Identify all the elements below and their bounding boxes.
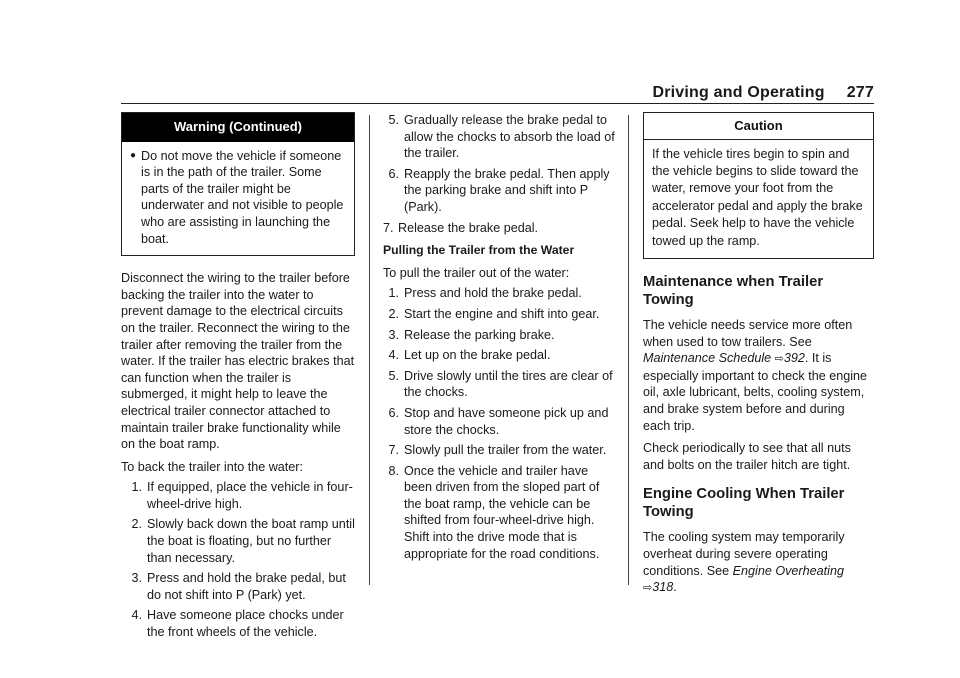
back-trailer-steps xyxy=(121,479,355,640)
cross-reference-link[interactable]: Maintenance Schedule xyxy=(643,351,772,366)
column-divider xyxy=(628,115,629,585)
column-2 xyxy=(383,112,615,566)
list-item: 2. Start the engine and shift into gear. xyxy=(388,306,600,321)
page-reference-icon: ⇨ xyxy=(774,353,784,366)
bullet-icon: ● xyxy=(130,149,137,161)
caution-title: Caution xyxy=(644,113,873,140)
warning-bullet xyxy=(130,148,346,248)
paragraph: The vehicle needs service more often when used to tow trailers. See Maintenance Schedule ⇨392. It is especially important to check the engine oil, axle lubricant, belts, cooling system, and brake system before and during each trip. xyxy=(643,318,868,433)
paragraph: Check periodically to see that all nuts and bolts on the trailer hitch are tight. xyxy=(643,441,851,472)
list-item: 2. Slowly back down the boat ramp until the boat is floating, but no further than necessary. xyxy=(131,517,355,565)
warning-box xyxy=(121,112,355,256)
header-rule xyxy=(121,103,874,104)
subheading: Pulling the Trailer from the Water xyxy=(383,243,575,258)
list-intro: To pull the trailer out of the water: xyxy=(383,265,570,280)
list-item: 1. If equipped, place the vehicle in four-wheel-drive high. xyxy=(131,480,353,511)
column-3 xyxy=(643,112,874,603)
page-reference[interactable]: 318 xyxy=(652,580,674,595)
pull-trailer-steps xyxy=(383,285,615,562)
list-item: 6. Reapply the brake pedal. Then apply the parking brake and shift into P (Park). xyxy=(388,166,610,214)
caution-text: If the vehicle tires begin to spin and the vehicle begins to slide toward the water, remove your foot from the accelerator pedal and apply the brake pedal. Seek help to have the vehicle towed up the ramp. xyxy=(652,146,863,248)
list-item: 5. Drive slowly until the tires are clear of the chocks. xyxy=(388,368,613,400)
warning-text: Do not move the vehicle if someone is in the path of the trailer. Some parts of the trailer might be underwater and not visible to people who are assisting in launching the boat. xyxy=(141,148,344,246)
list-item: 8. Once the vehicle and trailer have been driven from the sloped part of the boat ramp, the vehicle can be shifted from four-wheel-drive high. Shift into the drive mode that is appropriate for the road conditions. xyxy=(388,463,600,561)
list-intro: To back the trailer into the water: xyxy=(121,459,303,474)
section-title: Driving and Operating xyxy=(652,84,825,101)
page-reference-icon: ⇨ xyxy=(643,582,653,595)
cross-reference-link[interactable]: Engine Overheating xyxy=(732,563,844,578)
list-item: 6. Stop and have someone pick up and store the chocks. xyxy=(388,405,609,437)
page-number: 277 xyxy=(846,84,874,101)
section-heading: Engine Cooling When Trailer Towing xyxy=(643,486,845,521)
list-item: 3. Release the parking brake. xyxy=(388,327,555,342)
list-item: 5. Gradually release the brake pedal to allow the chocks to absorb the load of the trailer. xyxy=(388,113,615,161)
back-trailer-steps-continued xyxy=(383,112,615,236)
caution-box xyxy=(643,112,874,259)
running-header xyxy=(652,84,874,102)
page-reference[interactable]: 392 xyxy=(783,351,805,366)
list-item: 4. Let up on the brake pedal. xyxy=(388,348,551,363)
list-item: 1. Press and hold the brake pedal. xyxy=(388,286,582,301)
paragraph: Disconnect the wiring to the trailer before backing the trailer into the water to prevent damage to the electrical circuits on the trailer. Reconnect the wiring to the trailer after removing the trailer from the water. If the trailer has electric brakes that can function when the trailer is submerged, it might help to leave the electrical trailer connector attached to maintain trailer brake functionality while on the boat ramp. xyxy=(121,271,355,452)
list-item: 3. Press and hold the brake pedal, but do not shift into P (Park) yet. xyxy=(131,571,346,602)
column-1 xyxy=(121,112,355,645)
list-item: 7. Release the brake pedal. xyxy=(383,220,539,235)
list-item: 7. Slowly pull the trailer from the water. xyxy=(388,443,607,458)
column-divider xyxy=(369,115,370,585)
list-item: 4. Have someone place chocks under the front wheels of the vehicle. xyxy=(131,608,344,640)
section-heading: Maintenance when Trailer Towing xyxy=(643,274,824,309)
warning-title: Warning (Continued) xyxy=(122,113,354,142)
paragraph: The cooling system may temporarily overheat during severe operating conditions. See Engine Overheating ⇨318. xyxy=(643,530,845,595)
